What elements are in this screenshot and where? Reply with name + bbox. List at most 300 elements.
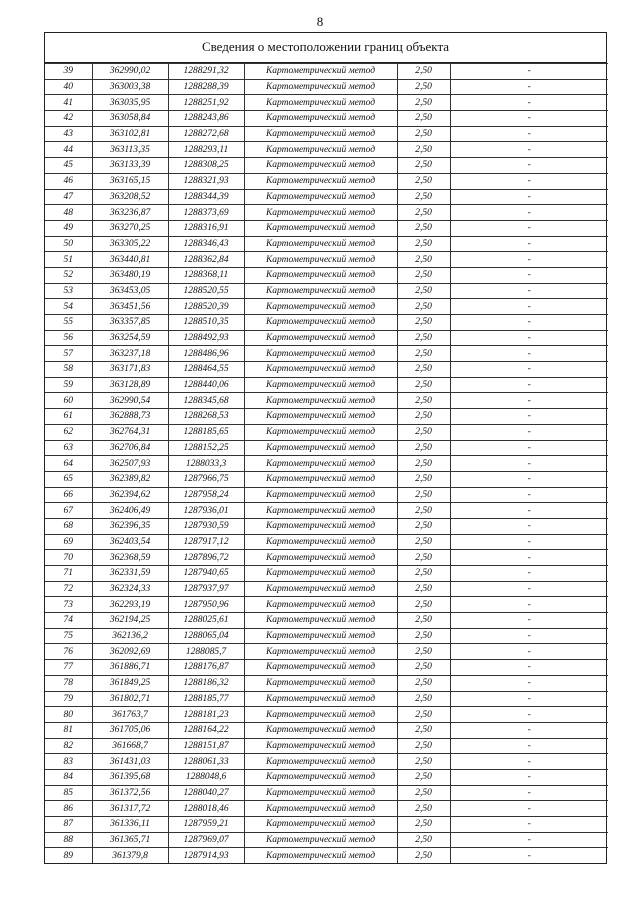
point-number-cell: 70 [45,550,92,566]
point-number-cell: 89 [45,848,92,863]
point-number-cell: 49 [45,220,92,236]
table-row [45,362,608,378]
method-cell: Картометрический метод [244,346,397,362]
description-cell: - [450,675,608,691]
coordinates-table [45,63,608,863]
x-coordinate-cell: 363357,85 [92,315,168,331]
description-cell: - [450,236,608,252]
description-cell: - [450,503,608,519]
y-coordinate-cell: 1287940,65 [168,566,244,582]
x-coordinate-cell: 362990,02 [92,64,168,80]
description-cell: - [450,801,608,817]
accuracy-cell: 2,50 [397,315,450,331]
point-number-cell: 59 [45,377,92,393]
x-coordinate-cell: 363453,05 [92,283,168,299]
y-coordinate-cell: 1288346,43 [168,236,244,252]
method-cell: Картометрический метод [244,111,397,127]
y-coordinate-cell: 1287958,24 [168,487,244,503]
x-coordinate-cell: 363451,56 [92,299,168,315]
y-coordinate-cell: 1288268,53 [168,409,244,425]
description-cell: - [450,252,608,268]
method-cell: Картометрический метод [244,518,397,534]
y-coordinate-cell: 1288344,39 [168,189,244,205]
method-cell: Картометрический метод [244,675,397,691]
point-number-cell: 50 [45,236,92,252]
table-row [45,754,608,770]
y-coordinate-cell: 1288486,96 [168,346,244,362]
x-coordinate-cell: 361668,7 [92,738,168,754]
y-coordinate-cell: 1287966,75 [168,471,244,487]
x-coordinate-cell: 362888,73 [92,409,168,425]
accuracy-cell: 2,50 [397,613,450,629]
method-cell: Картометрический метод [244,487,397,503]
method-cell: Картометрический метод [244,220,397,236]
x-coordinate-cell: 361886,71 [92,660,168,676]
table-row [45,550,608,566]
x-coordinate-cell: 361431,03 [92,754,168,770]
method-cell: Картометрический метод [244,832,397,848]
accuracy-cell: 2,50 [397,158,450,174]
description-cell: - [450,346,608,362]
point-number-cell: 82 [45,738,92,754]
accuracy-cell: 2,50 [397,628,450,644]
description-cell: - [450,64,608,80]
x-coordinate-cell: 363171,83 [92,362,168,378]
method-cell: Картометрический метод [244,95,397,111]
method-cell: Картометрический метод [244,628,397,644]
table-row [45,283,608,299]
x-coordinate-cell: 362194,25 [92,613,168,629]
y-coordinate-cell: 1288316,91 [168,220,244,236]
x-coordinate-cell: 361802,71 [92,691,168,707]
method-cell: Картометрический метод [244,566,397,582]
method-cell: Картометрический метод [244,283,397,299]
description-cell: - [450,189,608,205]
description-cell: - [450,440,608,456]
accuracy-cell: 2,50 [397,503,450,519]
method-cell: Картометрический метод [244,581,397,597]
accuracy-cell: 2,50 [397,785,450,801]
x-coordinate-cell: 362406,49 [92,503,168,519]
description-cell: - [450,581,608,597]
accuracy-cell: 2,50 [397,707,450,723]
y-coordinate-cell: 1287917,12 [168,534,244,550]
method-cell: Картометрический метод [244,722,397,738]
description-cell: - [450,220,608,236]
method-cell: Картометрический метод [244,691,397,707]
table-row [45,597,608,613]
method-cell: Картометрический метод [244,267,397,283]
point-number-cell: 71 [45,566,92,582]
method-cell: Картометрический метод [244,440,397,456]
description-cell: - [450,267,608,283]
method-cell: Картометрический метод [244,503,397,519]
description-cell: - [450,111,608,127]
point-number-cell: 51 [45,252,92,268]
y-coordinate-cell: 1287936,01 [168,503,244,519]
accuracy-cell: 2,50 [397,566,450,582]
accuracy-cell: 2,50 [397,597,450,613]
accuracy-cell: 2,50 [397,220,450,236]
method-cell: Картометрический метод [244,173,397,189]
point-number-cell: 53 [45,283,92,299]
method-cell: Картометрический метод [244,142,397,158]
x-coordinate-cell: 363128,89 [92,377,168,393]
method-cell: Картометрический метод [244,456,397,472]
y-coordinate-cell: 1287950,96 [168,597,244,613]
method-cell: Картометрический метод [244,330,397,346]
accuracy-cell: 2,50 [397,581,450,597]
x-coordinate-cell: 363305,22 [92,236,168,252]
accuracy-cell: 2,50 [397,456,450,472]
method-cell: Картометрический метод [244,409,397,425]
method-cell: Картометрический метод [244,189,397,205]
method-cell: Картометрический метод [244,64,397,80]
x-coordinate-cell: 363133,39 [92,158,168,174]
point-number-cell: 39 [45,64,92,80]
method-cell: Картометрический метод [244,126,397,142]
description-cell: - [450,660,608,676]
method-cell: Картометрический метод [244,236,397,252]
y-coordinate-cell: 1288368,11 [168,267,244,283]
accuracy-cell: 2,50 [397,550,450,566]
point-number-cell: 54 [45,299,92,315]
y-coordinate-cell: 1287937,97 [168,581,244,597]
accuracy-cell: 2,50 [397,817,450,833]
table-row [45,644,608,660]
table-row [45,707,608,723]
method-cell: Картометрический метод [244,801,397,817]
x-coordinate-cell: 361365,71 [92,832,168,848]
y-coordinate-cell: 1288048,6 [168,769,244,785]
y-coordinate-cell: 1288345,68 [168,393,244,409]
description-cell: - [450,299,608,315]
accuracy-cell: 2,50 [397,362,450,378]
method-cell: Картометрический метод [244,707,397,723]
y-coordinate-cell: 1288520,55 [168,283,244,299]
point-number-cell: 72 [45,581,92,597]
method-cell: Картометрический метод [244,613,397,629]
point-number-cell: 81 [45,722,92,738]
table-row [45,801,608,817]
table-row [45,722,608,738]
accuracy-cell: 2,50 [397,738,450,754]
y-coordinate-cell: 1287914,93 [168,848,244,863]
accuracy-cell: 2,50 [397,471,450,487]
description-cell: - [450,487,608,503]
table-row [45,503,608,519]
x-coordinate-cell: 362396,35 [92,518,168,534]
x-coordinate-cell: 362293,19 [92,597,168,613]
method-cell: Картометрический метод [244,550,397,566]
point-number-cell: 64 [45,456,92,472]
y-coordinate-cell: 1288065,04 [168,628,244,644]
description-cell: - [450,628,608,644]
x-coordinate-cell: 363440,81 [92,252,168,268]
x-coordinate-cell: 363237,18 [92,346,168,362]
table-row [45,613,608,629]
table-row [45,785,608,801]
accuracy-cell: 2,50 [397,79,450,95]
y-coordinate-cell: 1288085,7 [168,644,244,660]
accuracy-cell: 2,50 [397,534,450,550]
page-number: 8 [316,14,324,29]
point-number-cell: 41 [45,95,92,111]
table-row [45,566,608,582]
table-row [45,534,608,550]
description-cell: - [450,754,608,770]
accuracy-cell: 2,50 [397,111,450,127]
table-row [45,220,608,236]
x-coordinate-cell: 361317,72 [92,801,168,817]
accuracy-cell: 2,50 [397,848,450,863]
y-coordinate-cell: 1288321,93 [168,173,244,189]
y-coordinate-cell: 1288291,32 [168,64,244,80]
method-cell: Картометрический метод [244,377,397,393]
x-coordinate-cell: 363058,84 [92,111,168,127]
method-cell: Картометрический метод [244,471,397,487]
table-row [45,518,608,534]
description-cell: - [450,409,608,425]
accuracy-cell: 2,50 [397,189,450,205]
table-row [45,346,608,362]
description-cell: - [450,158,608,174]
table-row [45,675,608,691]
description-cell: - [450,205,608,221]
y-coordinate-cell: 1288151,87 [168,738,244,754]
y-coordinate-cell: 1288040,27 [168,785,244,801]
point-number-cell: 88 [45,832,92,848]
accuracy-cell: 2,50 [397,660,450,676]
coordinates-table-body [45,64,608,864]
accuracy-cell: 2,50 [397,518,450,534]
table-row [45,393,608,409]
y-coordinate-cell: 1287969,07 [168,832,244,848]
description-cell: - [450,644,608,660]
y-coordinate-cell: 1287896,72 [168,550,244,566]
table-row [45,487,608,503]
point-number-cell: 76 [45,644,92,660]
method-cell: Картометрический метод [244,79,397,95]
point-number-cell: 69 [45,534,92,550]
description-cell: - [450,424,608,440]
point-number-cell: 85 [45,785,92,801]
y-coordinate-cell: 1287930,59 [168,518,244,534]
point-number-cell: 84 [45,769,92,785]
table-row [45,95,608,111]
method-cell: Картометрический метод [244,534,397,550]
y-coordinate-cell: 1288373,69 [168,205,244,221]
accuracy-cell: 2,50 [397,675,450,691]
description-cell: - [450,722,608,738]
description-cell: - [450,283,608,299]
table-row [45,299,608,315]
accuracy-cell: 2,50 [397,832,450,848]
x-coordinate-cell: 363254,59 [92,330,168,346]
x-coordinate-cell: 361395,68 [92,769,168,785]
method-cell: Картометрический метод [244,660,397,676]
y-coordinate-cell: 1288243,86 [168,111,244,127]
y-coordinate-cell: 1288033,3 [168,456,244,472]
description-cell: - [450,817,608,833]
point-number-cell: 48 [45,205,92,221]
point-number-cell: 87 [45,817,92,833]
x-coordinate-cell: 363270,25 [92,220,168,236]
x-coordinate-cell: 363003,38 [92,79,168,95]
description-cell: - [450,330,608,346]
description-cell: - [450,613,608,629]
description-cell: - [450,832,608,848]
y-coordinate-cell: 1288181,23 [168,707,244,723]
x-coordinate-cell: 361379,8 [92,848,168,863]
table-row [45,189,608,205]
table-row [45,79,608,95]
description-cell: - [450,707,608,723]
description-cell: - [450,126,608,142]
point-number-cell: 46 [45,173,92,189]
table-row [45,738,608,754]
description-cell: - [450,769,608,785]
table-row [45,64,608,80]
y-coordinate-cell: 1288061,33 [168,754,244,770]
point-number-cell: 40 [45,79,92,95]
description-cell: - [450,142,608,158]
method-cell: Картометрический метод [244,769,397,785]
accuracy-cell: 2,50 [397,424,450,440]
accuracy-cell: 2,50 [397,205,450,221]
point-number-cell: 62 [45,424,92,440]
method-cell: Картометрический метод [244,817,397,833]
x-coordinate-cell: 362507,93 [92,456,168,472]
y-coordinate-cell: 1288164,22 [168,722,244,738]
table-row [45,628,608,644]
accuracy-cell: 2,50 [397,95,450,111]
description-cell: - [450,785,608,801]
y-coordinate-cell: 1288520,39 [168,299,244,315]
y-coordinate-cell: 1288308,25 [168,158,244,174]
description-cell: - [450,471,608,487]
method-cell: Картометрический метод [244,315,397,331]
accuracy-cell: 2,50 [397,754,450,770]
x-coordinate-cell: 362403,54 [92,534,168,550]
y-coordinate-cell: 1288293,11 [168,142,244,158]
boundary-table-frame [44,32,607,864]
table-row [45,848,608,863]
x-coordinate-cell: 362990,54 [92,393,168,409]
method-cell: Картометрический метод [244,393,397,409]
point-number-cell: 61 [45,409,92,425]
point-number-cell: 58 [45,362,92,378]
description-cell: - [450,738,608,754]
x-coordinate-cell: 363165,15 [92,173,168,189]
table-row [45,424,608,440]
table-row [45,377,608,393]
description-cell: - [450,79,608,95]
description-cell: - [450,566,608,582]
description-cell: - [450,456,608,472]
point-number-cell: 78 [45,675,92,691]
x-coordinate-cell: 363208,52 [92,189,168,205]
point-number-cell: 67 [45,503,92,519]
method-cell: Картометрический метод [244,158,397,174]
point-number-cell: 52 [45,267,92,283]
x-coordinate-cell: 362368,59 [92,550,168,566]
table-row [45,330,608,346]
point-number-cell: 65 [45,471,92,487]
point-number-cell: 43 [45,126,92,142]
table-row [45,409,608,425]
x-coordinate-cell: 362324,33 [92,581,168,597]
x-coordinate-cell: 362394,62 [92,487,168,503]
point-number-cell: 44 [45,142,92,158]
method-cell: Картометрический метод [244,362,397,378]
y-coordinate-cell: 1288152,25 [168,440,244,456]
y-coordinate-cell: 1288464,55 [168,362,244,378]
x-coordinate-cell: 363102,81 [92,126,168,142]
description-cell: - [450,393,608,409]
y-coordinate-cell: 1288272,68 [168,126,244,142]
x-coordinate-cell: 363113,35 [92,142,168,158]
x-coordinate-cell: 361849,25 [92,675,168,691]
method-cell: Картометрический метод [244,785,397,801]
table-row [45,315,608,331]
description-cell: - [450,691,608,707]
x-coordinate-cell: 361336,11 [92,817,168,833]
method-cell: Картометрический метод [244,424,397,440]
point-number-cell: 57 [45,346,92,362]
table-row [45,252,608,268]
y-coordinate-cell: 1288362,84 [168,252,244,268]
accuracy-cell: 2,50 [397,769,450,785]
x-coordinate-cell: 362764,31 [92,424,168,440]
y-coordinate-cell: 1288288,39 [168,79,244,95]
y-coordinate-cell: 1288440,06 [168,377,244,393]
table-row [45,173,608,189]
table-row [45,267,608,283]
table-row [45,691,608,707]
accuracy-cell: 2,50 [397,644,450,660]
point-number-cell: 77 [45,660,92,676]
point-number-cell: 42 [45,111,92,127]
point-number-cell: 47 [45,189,92,205]
table-row [45,111,608,127]
accuracy-cell: 2,50 [397,346,450,362]
description-cell: - [450,550,608,566]
x-coordinate-cell: 361763,7 [92,707,168,723]
point-number-cell: 55 [45,315,92,331]
description-cell: - [450,377,608,393]
x-coordinate-cell: 361705,06 [92,722,168,738]
accuracy-cell: 2,50 [397,283,450,299]
accuracy-cell: 2,50 [397,330,450,346]
method-cell: Картометрический метод [244,252,397,268]
point-number-cell: 86 [45,801,92,817]
point-number-cell: 56 [45,330,92,346]
description-cell: - [450,173,608,189]
accuracy-cell: 2,50 [397,722,450,738]
y-coordinate-cell: 1288025,61 [168,613,244,629]
method-cell: Картометрический метод [244,205,397,221]
table-row [45,471,608,487]
method-cell: Картометрический метод [244,848,397,863]
table-row [45,660,608,676]
table-row [45,440,608,456]
table-row [45,158,608,174]
table-header: Сведения о местоположении границ объекта [45,33,606,63]
method-cell: Картометрический метод [244,754,397,770]
accuracy-cell: 2,50 [397,393,450,409]
description-cell: - [450,518,608,534]
